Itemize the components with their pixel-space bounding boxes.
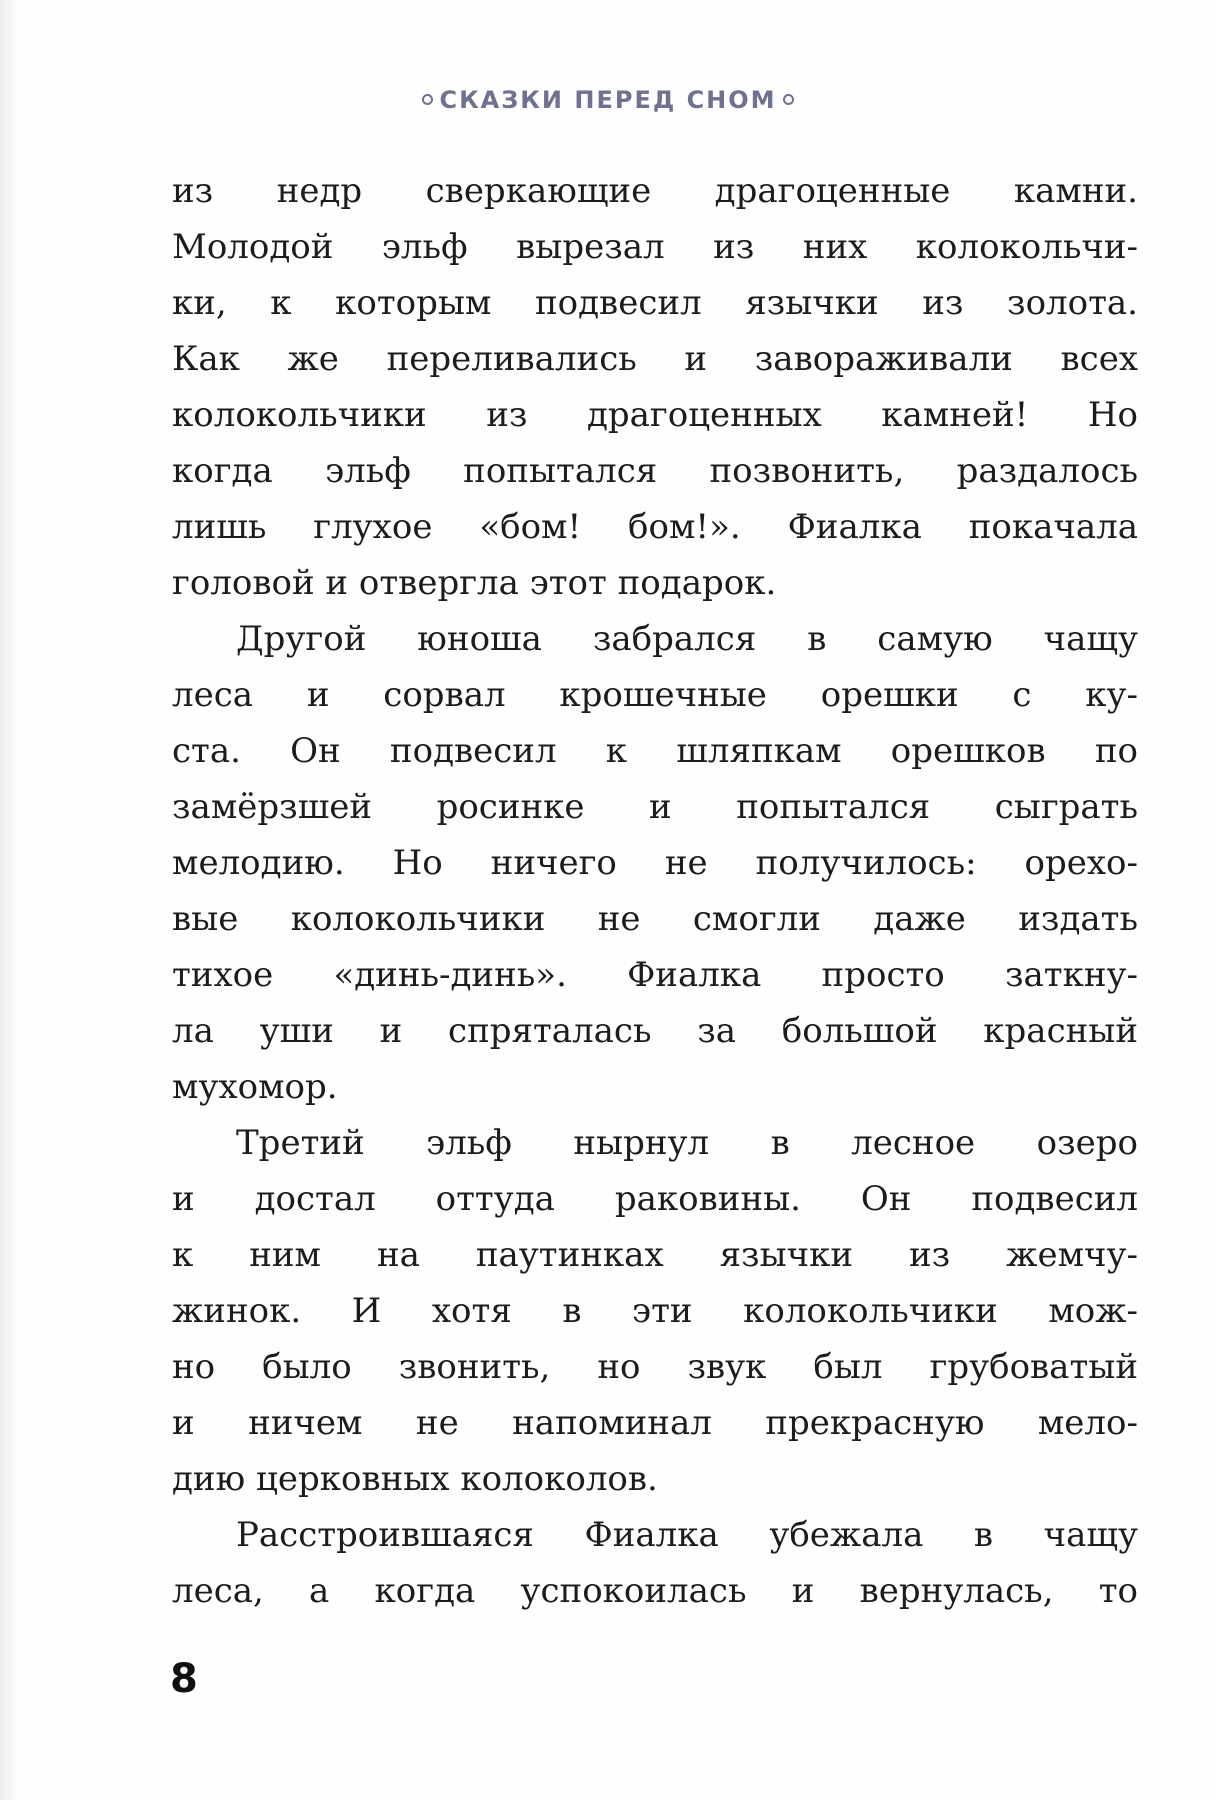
text-line: к ним на паутинках язычки из жемчу- <box>172 1235 1138 1275</box>
running-head <box>0 86 1216 114</box>
text-line: когда эльф попытался позвонить, раздалось <box>172 451 1138 491</box>
text-line: леса, а когда успокоилась и вернулась, то <box>172 1571 1138 1611</box>
text-line: лишь глухое «бом! бом!». Фиалка покачала <box>172 507 1138 547</box>
ornament-circle-left <box>422 94 433 105</box>
text-line: из недр сверкающие драгоценные камни. <box>172 171 1138 211</box>
text-line: ста. Он подвесил к шляпкам орешков по <box>172 731 1138 771</box>
body-text <box>172 163 1138 1619</box>
text-line: Другой юноша забрался в самую чащу <box>236 619 1138 659</box>
text-line: тихое «динь-динь». Фиалка просто заткну- <box>172 955 1138 995</box>
text-line: жинок. И хотя в эти колокольчики мож- <box>172 1291 1138 1331</box>
ornament-circle-right <box>783 94 794 105</box>
text-line: Как же переливались и завораживали всех <box>172 339 1138 379</box>
text-line: головой и отвергла этот подарок. <box>172 563 777 603</box>
page-gutter-shadow <box>0 0 18 1800</box>
text-line: но было звонить, но звук был грубоватый <box>172 1347 1138 1387</box>
text-line: и достал оттуда раковины. Он подвесил <box>172 1179 1138 1219</box>
text-line: вые колокольчики не смогли даже издать <box>172 899 1138 939</box>
page-number: 8 <box>170 1656 198 1702</box>
text-line: Третий эльф нырнул в лесное озеро <box>236 1123 1138 1163</box>
text-line: мелодию. Но ничего не получилось: орехо- <box>172 843 1138 883</box>
text-line: колокольчики из драгоценных камней! Но <box>172 395 1138 435</box>
text-line: замёрзшей росинке и попытался сыграть <box>172 787 1138 827</box>
text-line: Молодой эльф вырезал из них колокольчи- <box>172 227 1138 267</box>
text-line: леса и сорвал крошечные орешки с ку- <box>172 675 1138 715</box>
text-line: мухомор. <box>172 1067 338 1107</box>
text-line: ки, к которым подвесил язычки из золота. <box>172 283 1138 323</box>
text-line: и ничем не напоминал прекрасную мело- <box>172 1403 1138 1443</box>
running-head-title: СКАЗКИ ПЕРЕД СНОМ <box>439 86 777 114</box>
text-line: ла уши и спряталась за большой красный <box>172 1011 1138 1051</box>
text-line: Расстроившаяся Фиалка убежала в чащу <box>236 1515 1138 1555</box>
text-line: дию церковных колоколов. <box>172 1459 658 1499</box>
